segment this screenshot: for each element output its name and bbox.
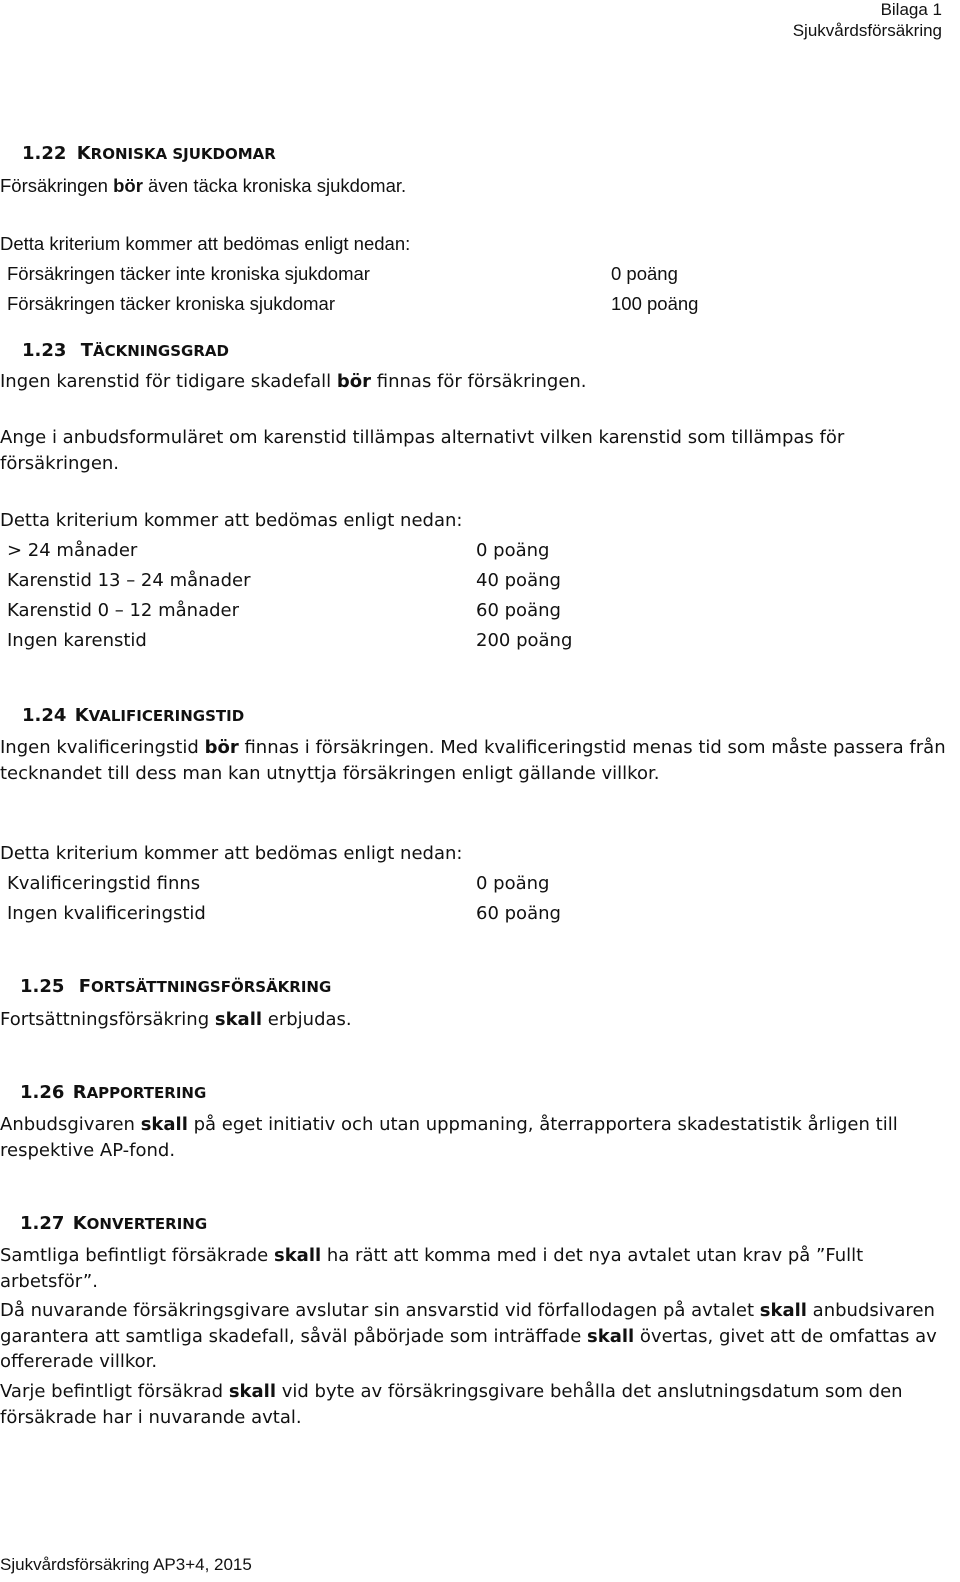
criteria-label: Försäkringen täcker kroniska sjukdomar bbox=[7, 293, 335, 314]
emphasis: skall bbox=[228, 1381, 276, 1402]
criteria-label: > 24 månader bbox=[7, 540, 138, 561]
header-bilaga: Bilaga 1 bbox=[880, 0, 942, 19]
paragraph: Ange i anbudsformuläret om karenstid tillämpas alternativt vilken karenstid som tillämpas för försäkringen. bbox=[0, 427, 845, 474]
text: övertas, givet att de omfattas av offererade villkor. bbox=[0, 1325, 937, 1372]
criteria-points: 60 poäng bbox=[476, 903, 561, 924]
paragraph bbox=[0, 1379, 955, 1430]
paragraph bbox=[0, 1009, 352, 1030]
criteria-points: 100 poäng bbox=[611, 293, 699, 314]
criteria-label: Ingen karenstid bbox=[7, 630, 147, 651]
paragraph bbox=[0, 1112, 955, 1163]
section-heading-1-22 bbox=[22, 143, 276, 164]
section-heading-1-24 bbox=[22, 705, 244, 726]
section-title: ÄCKNINGSGRAD bbox=[92, 342, 229, 360]
section-number: 1.23 bbox=[22, 340, 67, 361]
text: Anbudsgivaren bbox=[0, 1114, 141, 1135]
criteria-intro: Detta kriterium kommer att bedömas enligt nedan: bbox=[0, 233, 411, 254]
text: finnas för försäkringen. bbox=[371, 371, 587, 392]
text: även täcka kroniska sjukdomar. bbox=[142, 175, 407, 196]
paragraph bbox=[0, 1243, 955, 1294]
section-number: 1.27 bbox=[20, 1213, 65, 1234]
text: Försäkringen bbox=[0, 175, 114, 196]
footer-text: Sjukvårdsförsäkring AP3+4, 2015 bbox=[0, 1555, 252, 1574]
section-number: 1.26 bbox=[20, 1082, 65, 1103]
text: ha rätt att komma med i det nya avtalet utan krav på ”Fullt arbetsför”. bbox=[0, 1245, 864, 1292]
section-number: 1.22 bbox=[22, 143, 67, 164]
section-title-cap: T bbox=[80, 340, 93, 361]
emphasis: skall bbox=[273, 1245, 322, 1266]
paragraph bbox=[0, 735, 955, 786]
emphasis: skall bbox=[587, 1325, 635, 1347]
text: Samtliga befintligt försäkrade bbox=[0, 1245, 274, 1266]
text: Ingen kvalificeringstid bbox=[0, 737, 205, 758]
section-title: RONISKA SJUKDOMAR bbox=[90, 145, 276, 163]
emphasis: bör bbox=[204, 737, 239, 758]
section-title: APPORTERING bbox=[86, 1084, 207, 1102]
section-title: ONVERTERING bbox=[86, 1215, 208, 1233]
emphasis: bör bbox=[336, 371, 372, 392]
section-title: ORTSÄTTNINGSFÖRSÄKRING bbox=[91, 978, 332, 996]
criteria-points: 0 poäng bbox=[611, 263, 678, 284]
criteria-intro: Detta kriterium kommer att bedömas enligt nedan: bbox=[0, 843, 463, 864]
section-title-cap: K bbox=[72, 1213, 87, 1234]
text: Ingen karenstid för tidigare skadefall bbox=[0, 371, 337, 392]
criteria-points: 0 poäng bbox=[476, 540, 550, 561]
emphasis: bör bbox=[113, 175, 143, 196]
section-title-cap: K bbox=[76, 143, 91, 164]
section-title-cap: F bbox=[78, 976, 91, 997]
text: på eget initiativ och utan uppmaning, återrapportera skadestatistik årligen till respektive AP-fond. bbox=[0, 1114, 898, 1161]
section-title-cap: K bbox=[74, 705, 89, 726]
criteria-points: 40 poäng bbox=[476, 570, 561, 591]
text: Fortsättningsförsäkring bbox=[0, 1009, 215, 1030]
paragraph bbox=[0, 371, 587, 392]
criteria-label: Ingen kvalificeringstid bbox=[7, 903, 206, 924]
criteria-intro: Detta kriterium kommer att bedömas enligt nedan: bbox=[0, 510, 463, 531]
section-title-cap: R bbox=[72, 1082, 87, 1103]
criteria-points: 0 poäng bbox=[476, 873, 550, 894]
section-title: VALIFICERINGSTID bbox=[88, 707, 245, 725]
paragraph bbox=[0, 175, 406, 197]
section-heading-1-26 bbox=[20, 1082, 206, 1103]
emphasis: skall bbox=[214, 1009, 263, 1030]
section-heading-1-25 bbox=[20, 976, 331, 997]
header-title: Sjukvårdsförsäkring bbox=[792, 21, 942, 40]
criteria-label: Kvalificeringstid finns bbox=[7, 873, 201, 894]
criteria-points: 60 poäng bbox=[476, 600, 561, 621]
text: Varje befintligt försäkrad bbox=[0, 1381, 229, 1402]
criteria-label: Försäkringen täcker inte kroniska sjukdomar bbox=[7, 263, 370, 284]
text: vid byte av försäkringsgivare behålla det anslutningsdatum som den försäkrade har i nuvarande avtal. bbox=[0, 1381, 903, 1428]
text: finnas i försäkringen. Med kvalificeringstid menas tid som måste passera från tecknandet till dess man kan utnyttja försäkringen enligt gällande villkor. bbox=[0, 737, 946, 784]
criteria-points: 200 poäng bbox=[476, 630, 573, 651]
text: anbudsivaren garantera att samtliga skadefall, såväl påbörjade som inträffade bbox=[0, 1300, 935, 1347]
criteria-label: Karenstid 13 – 24 månader bbox=[7, 570, 251, 591]
emphasis: skall bbox=[140, 1114, 188, 1135]
paragraph bbox=[0, 1298, 955, 1375]
criteria-label: Karenstid 0 – 12 månader bbox=[7, 600, 240, 621]
section-number: 1.25 bbox=[20, 976, 65, 997]
section-number: 1.24 bbox=[22, 705, 67, 726]
text: erbjudas. bbox=[262, 1009, 352, 1030]
section-heading-1-23 bbox=[22, 340, 229, 361]
section-heading-1-27 bbox=[20, 1213, 207, 1234]
emphasis: skall bbox=[759, 1300, 807, 1321]
text: Då nuvarande försäkringsgivare avslutar sin ansvarstid vid förfallodagen på avtalet bbox=[0, 1300, 760, 1321]
